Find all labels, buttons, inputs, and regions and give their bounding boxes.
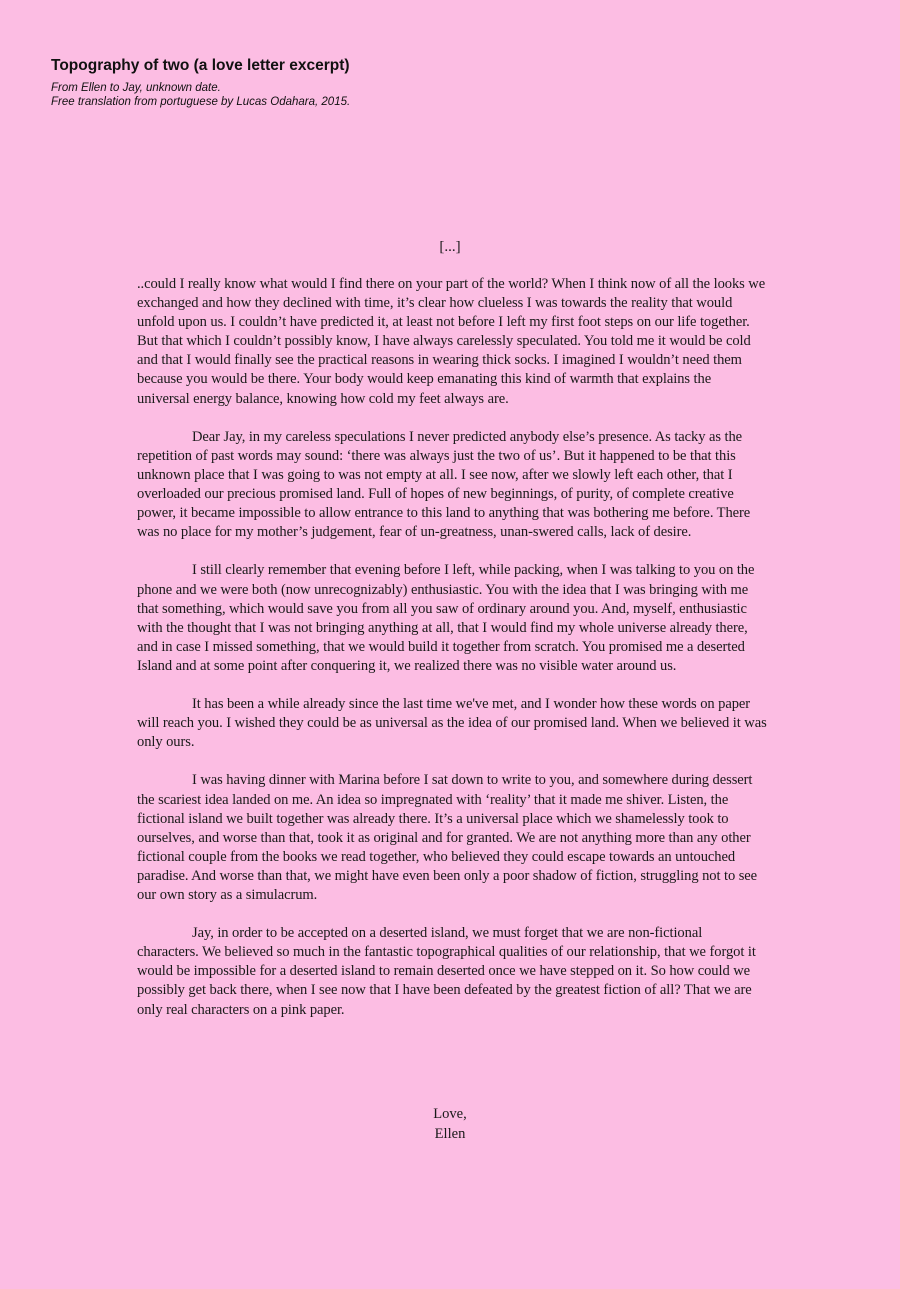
- subtitle-attribution: From Ellen to Jay, unknown date.: [51, 82, 221, 94]
- letter-paragraph-6: Jay, in order to be accepted on a deserted island, we must forget that we are non-fictional characters. We believed so much in the fantastic topographical qualities of our relationship, that we forgot it would be impossible for a deserted island to remain deserted once we have stepped on it. So how could we possibly get back there, when I see now that I have been defeated by the greatest fiction of all? That we are only real characters on a pink paper.: [137, 925, 756, 1018]
- letter-paragraph-1: ..could I really know what would I find there on your part of the world? When I think now of all the looks we exchanged and how they declined with time, it’s clear how clueless I was towards the reality that would unfold upon us. I couldn’t have predicted it, at least not before I left my first foot steps on our life together. But that which I couldn’t possibly know, I have always carelessly speculated. You told me it would be cold and that I would finally see the practical reasons in wearing thick socks. I imagined I wouldn’t need them because you would be there. Your body would keep emanating this kind of warmth that explains the universal energy balance, knowing how cold my feet always are.: [137, 276, 766, 407]
- closing-salutation: Love,: [433, 1106, 467, 1122]
- excerpt-ellipsis: [...]: [439, 239, 461, 255]
- letter-signoff: [0, 1104, 900, 1144]
- letter-header: [51, 56, 651, 109]
- signature-name: Ellen: [434, 1126, 466, 1142]
- letter-paragraph-3: I still clearly remember that evening before I left, while packing, when I was talking to you on the phone and we were both (now unrecognizably) enthusiastic. You with the idea that I was bringing with me that something, which would save you from all you saw of ordinary around you. And, myself, enthusiastic with the thought that I was not bringing anything at all, that I would find my whole universe already there, and in case I missed something, that we would build it together from scratch. You promised me a deserted Island and at some point after conquering it, we realized there was no visible water around us.: [137, 562, 755, 674]
- letter-paragraph-5: I was having dinner with Marina before I sat down to write to you, and somewhere during dessert the scariest idea landed on me. An idea so impregnated with ‘reality’ that it made me shiver. Listen, the fictional island we built together was already there. It’s a universal place which we shamelessly took to ourselves, and worse than that, took it as original and for granted. We are not anything more than any other fictional couple from the books we read together, who believed they could escape towards an untouched paradise. And worse than that, we might have even been only a poor shadow of fiction, struggling not to see our own story as a simulacrum.: [137, 772, 758, 903]
- letter-body: [137, 275, 767, 1039]
- page-title: Topography of two (a love letter excerpt): [51, 57, 350, 74]
- letter-paragraph-4: It has been a while already since the last time we've met, and I wonder how these words on paper will reach you. I wished they could be as universal as the idea of our promised land. When we believed it was only ours.: [137, 696, 767, 751]
- subtitle-translation-credit: Free translation from portuguese by Lucas Odahara, 2015.: [51, 96, 351, 108]
- letter-paragraph-2: Dear Jay, in my careless speculations I never predicted anybody else’s presence. As tacky as the repetition of past words may sound: ‘there was always just the two of us’. But it happened to be that this unknown place that I was going to was not empty at all. I see now, after we slowly left each other, that I overloaded our precious promised land. Full of hopes of new beginnings, of purity, of complete creative power, it became impossible to allow entrance to this land to anything that was bothering me before. There was no place for my mother’s judgement, fear of un-greatness, unan-swered calls, lack of desire.: [137, 428, 751, 541]
